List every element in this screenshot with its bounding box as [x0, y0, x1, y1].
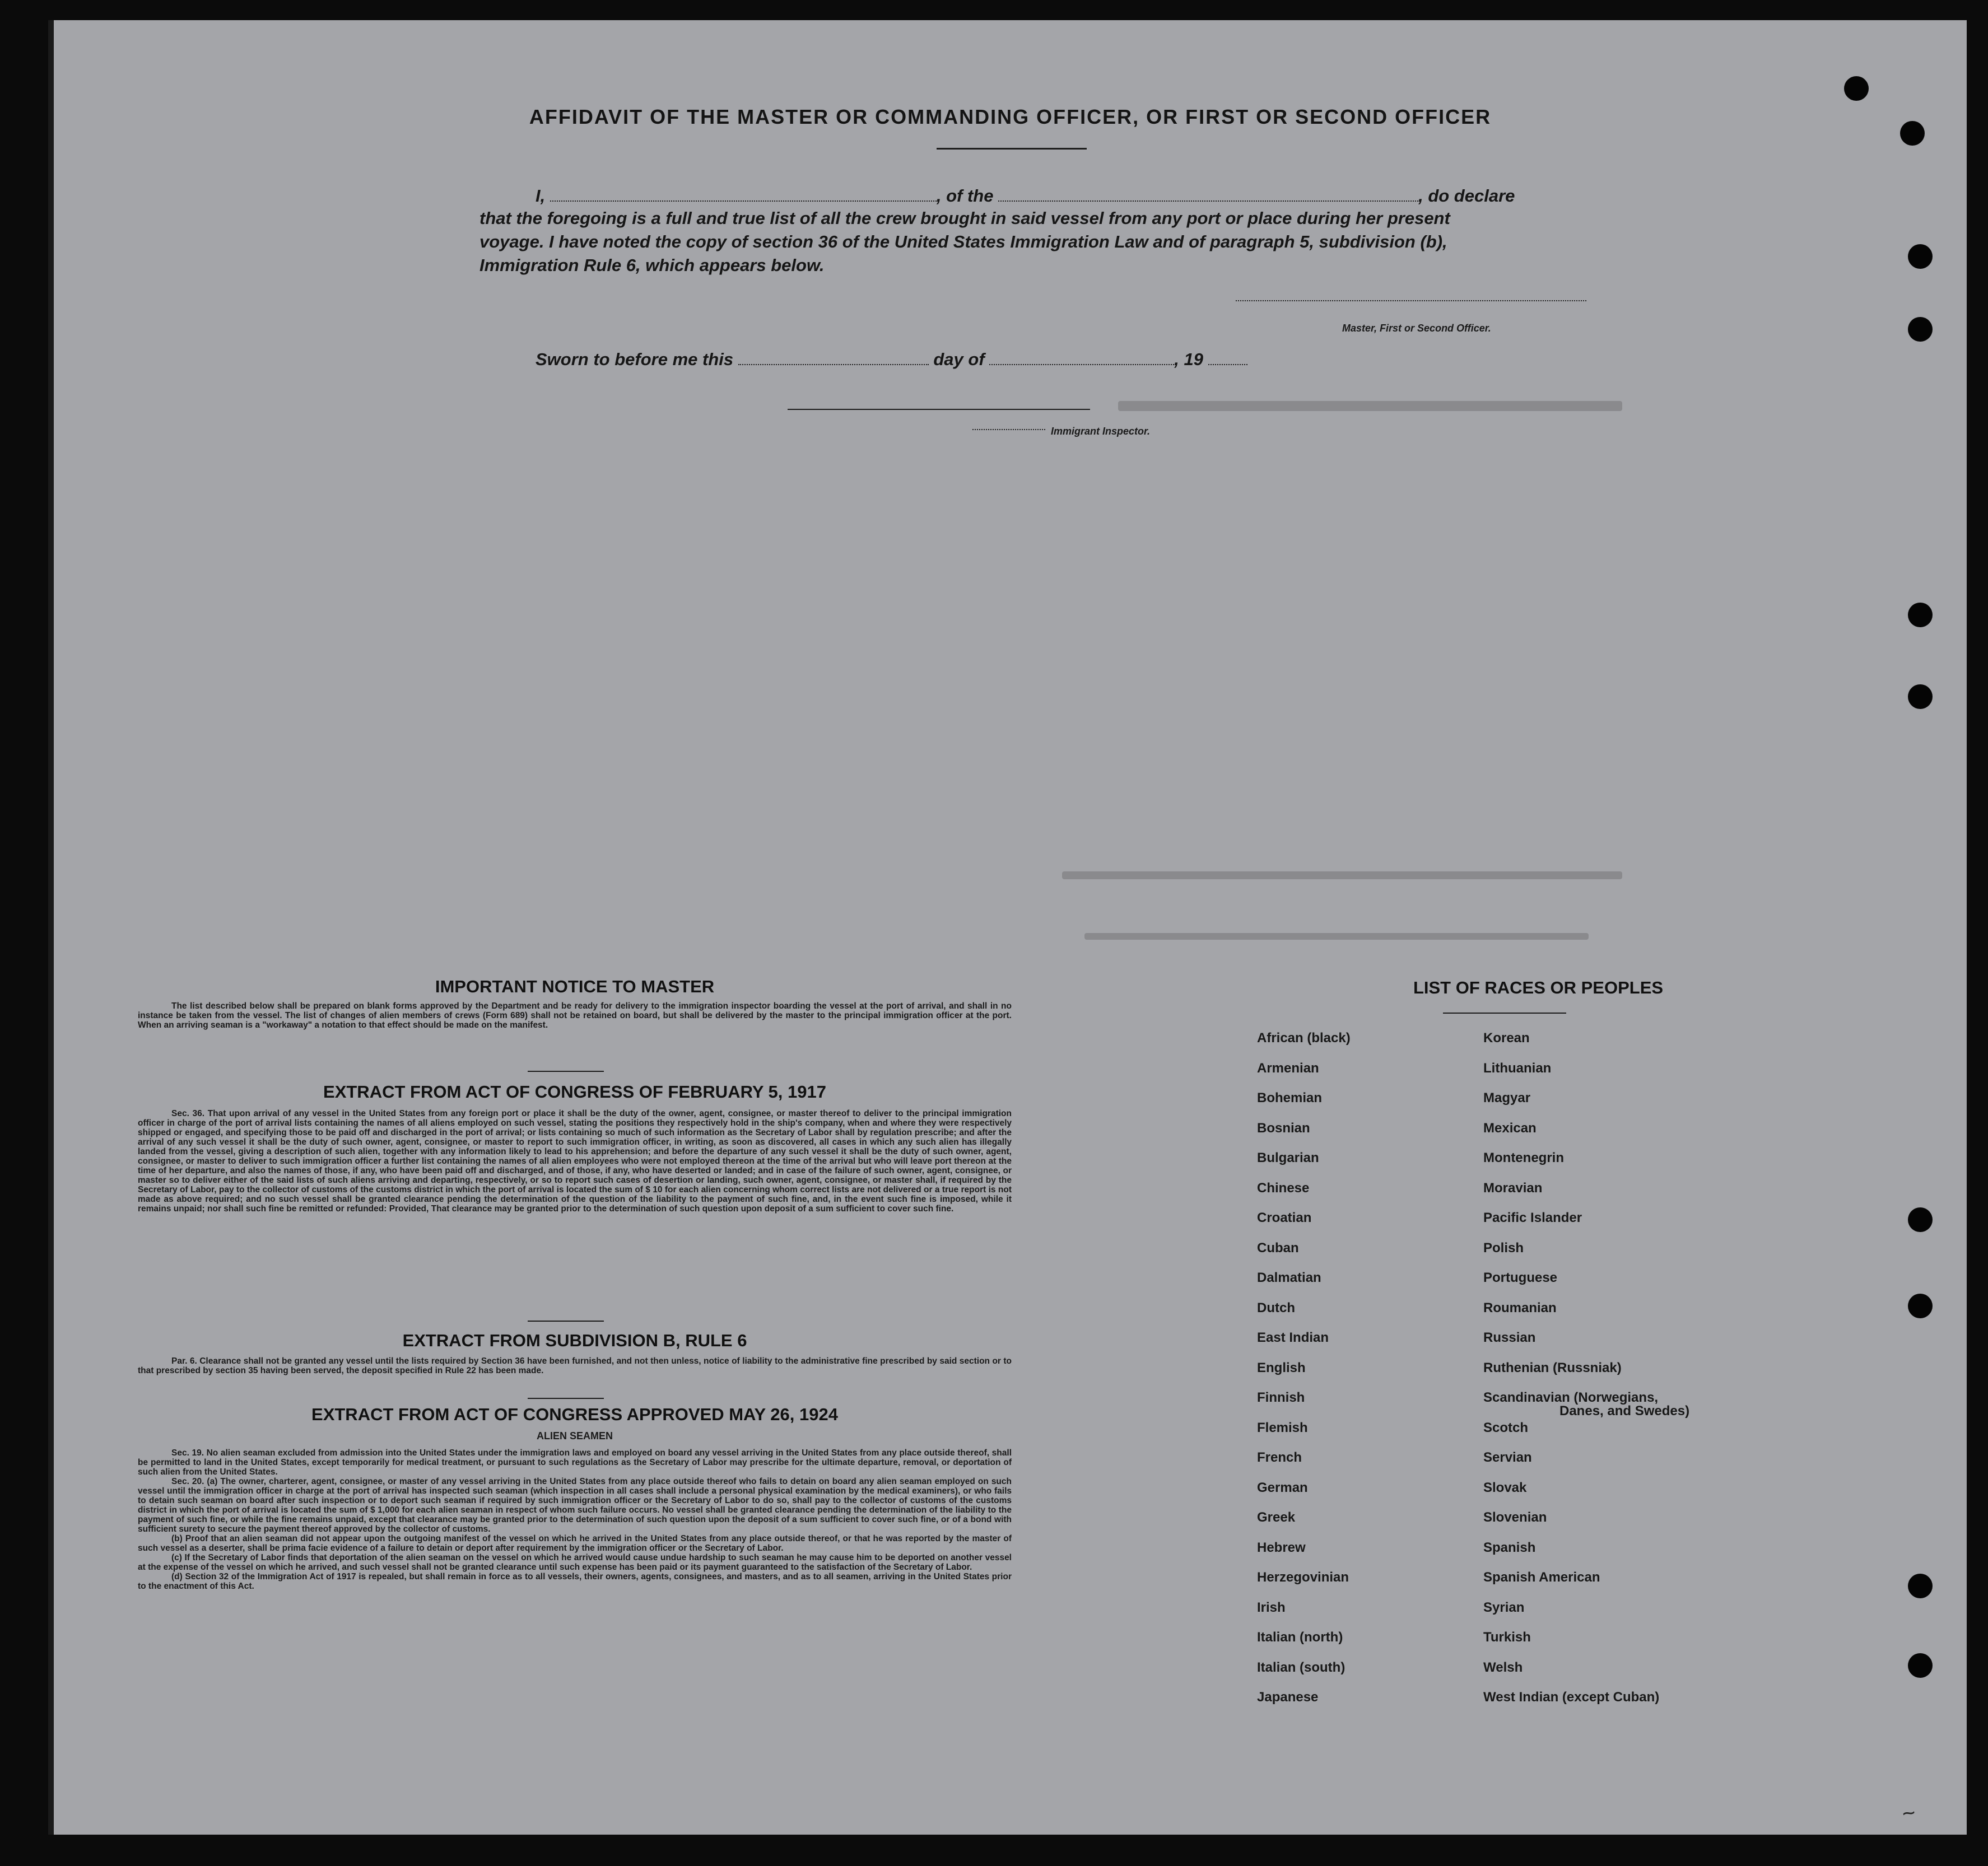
- race-item: Greek: [1257, 1510, 1296, 1525]
- races-title: LIST OF RACES OR PEOPLES: [1413, 978, 1664, 997]
- inspector-signature-field[interactable]: [788, 409, 1090, 410]
- form-sheet: [48, 20, 1967, 1835]
- race-item: Dutch: [1257, 1300, 1295, 1315]
- race-item: Magyar: [1483, 1090, 1531, 1105]
- extract-rule6-divider: [528, 1398, 604, 1399]
- race-item: Moravian: [1483, 1180, 1543, 1196]
- affidavit-of-the: , of the: [936, 186, 994, 206]
- race-item: Roumanian: [1483, 1300, 1557, 1315]
- affidavit-i: I,: [536, 186, 546, 206]
- race-item: East Indian: [1257, 1330, 1329, 1345]
- race-item: Armenian: [1257, 1060, 1319, 1076]
- title-underline: [937, 148, 1087, 150]
- race-item: Finnish: [1257, 1390, 1305, 1405]
- punch-hole-icon: [1908, 1294, 1933, 1318]
- race-item: Scotch: [1483, 1420, 1529, 1435]
- race-item: Pacific Islander: [1483, 1210, 1582, 1225]
- affidavit-line-3: voyage. I have noted the copy of section 36 of the United States Immigration Law and of paragraph 5, subdivision (b),: [479, 232, 1447, 251]
- sworn-day-field[interactable]: [738, 351, 929, 365]
- extract-1924-sec20b: (b) Proof that an alien seaman did not appear upon the outgoing manifest of the vessel on which he arrived in the United States from any place outside thereof, or that he was reported by the master of such vessel as a deserter, shall be prima facie evidence of a failure to detain or deport after requirement by the immigration officer or the Secretary of Labor.: [138, 1534, 1012, 1553]
- race-item: Montenegrin: [1483, 1150, 1564, 1165]
- extract-1924-body: [138, 1448, 1012, 1591]
- punch-hole-icon: [1844, 76, 1869, 101]
- race-item: Japanese: [1257, 1690, 1319, 1705]
- race-item: African (black): [1257, 1030, 1351, 1046]
- race-item: Polish: [1483, 1240, 1524, 1256]
- races-underline: [1443, 1013, 1566, 1014]
- race-item: Italian (south): [1257, 1659, 1345, 1675]
- sworn-day-of: day of: [933, 349, 985, 369]
- affidavit-declaration-line: [536, 186, 1589, 206]
- punch-hole-icon: [1908, 684, 1933, 709]
- race-item: Bohemian: [1257, 1090, 1323, 1105]
- race-item: Bosnian: [1257, 1120, 1310, 1136]
- master-label: Master, First or Second Officer.: [1342, 323, 1491, 334]
- extract-1924-sec19: Sec. 19. No alien seaman excluded from admission into the United States under the immigration laws and employed on board any vessel arriving in the United States from any place outside thereof, shall be permitted to land in the United States, except temporarily for medical treatment, or pursuant to such regulations as the Secretary of Labor may prescribe for the ultimate departure, removal, or deportation of such alien from the United States.: [138, 1448, 1012, 1477]
- punch-hole-icon: [1908, 603, 1933, 627]
- race-item: Spanish: [1483, 1540, 1536, 1555]
- race-item: Ruthenian (Russniak): [1483, 1360, 1622, 1375]
- race-item: Lithuanian: [1483, 1060, 1552, 1076]
- affidavit-line-2: that the foregoing is a full and true list of all the crew brought in said vessel from any port or place during her present: [479, 208, 1450, 228]
- extract-1924-subtitle: ALIEN SEAMEN: [536, 1430, 613, 1442]
- race-item: Mexican: [1483, 1120, 1537, 1136]
- name-field[interactable]: [550, 187, 937, 202]
- punch-hole-icon: [1908, 1653, 1933, 1678]
- master-signature-field[interactable]: [1236, 300, 1586, 301]
- affidavit-line-4: Immigration Rule 6, which appears below.: [479, 255, 825, 275]
- race-item-scandinavian-line2: Danes, and Swedes): [1559, 1403, 1690, 1419]
- inspector-label: Immigrant Inspector.: [1051, 426, 1151, 437]
- sworn-year-field[interactable]: [1208, 351, 1247, 365]
- vessel-field[interactable]: [998, 187, 1418, 202]
- extract-1917-text: Sec. 36. That upon arrival of any vessel in the United States from any foreign port or place it shall be the duty of the owner, agent, consignee, or master thereof to deliver to the principal immigration officer in charge of the port of arrival lists containing the names of all aliens employed on such vessel, stating the positions they respectively hold in the ship's company, when and where they were respectively shipped or engaged, and specifying those to be paid off and discharged in the port of arrival; or lists containing so much of such information as the Secretary of Labor shall by regulation prescribe; and after the arrival of any such vessel it shall be the duty of such owner, agent, consignee, or master to report to such immigration officer, in writing, as soon as discovered, all cases in which any such alien has illegally landed from the vessel, giving a description of such alien, together with any information likely to lead to his apprehension; and before the departure of any such vessel it shall be the duty of such owner, agent, consignee, or master to deliver to such immigration officer a further list containing the names of all alien employees who were not employed thereon at the time of the arrival but who will leave port thereon at the time of her departure, and also the names of those, if any, who have been paid off and discharged, and of those, if any, who have deserted or landed; and in case of the failure of such owner, agent, consignee, or master so to deliver either of the said lists of such aliens arriving and departing, respectively, or so to report such cases of desertion or landing, such owner, agent, consignee, or master shall, if required by the Secretary of Labor, pay to the collector of customs of the customs district in which the port of arrival is located the sum of $ 10 for each alien concerning whom correct lists are not delivered or a true report is not made as above required; and no such vessel shall be granted clearance pending the determination of the question of the liability to the payment of such fine, and, in the event such fine is imposed, while it remains unpaid; nor shall such fine be remitted or refunded: Provided, That clearance may be granted prior to the determination of such question upon deposit of a sum sufficient to cover such fine.: [138, 1109, 1012, 1214]
- race-item: Herzegovinian: [1257, 1570, 1349, 1585]
- race-item: Hebrew: [1257, 1540, 1306, 1555]
- race-item: Flemish: [1257, 1420, 1308, 1435]
- race-item: Scandinavian (Norwegians,: [1483, 1390, 1659, 1405]
- race-item: Servian: [1483, 1450, 1532, 1465]
- sworn-prefix: Sworn to before me this: [536, 349, 734, 369]
- notice-divider: [528, 1071, 604, 1072]
- race-item: Chinese: [1257, 1180, 1310, 1196]
- sworn-line: [536, 349, 1247, 370]
- notice-title: IMPORTANT NOTICE TO MASTER: [435, 977, 715, 996]
- race-item: Korean: [1483, 1030, 1530, 1046]
- affidavit-declare: , do declare: [1418, 186, 1515, 206]
- race-item: Irish: [1257, 1599, 1286, 1615]
- extract-rule6-title: EXTRACT FROM SUBDIVISION B, RULE 6: [402, 1331, 747, 1350]
- race-item: Welsh: [1483, 1659, 1523, 1675]
- race-item: Russian: [1483, 1330, 1536, 1345]
- extract-1924-sec20a: Sec. 20. (a) The owner, charterer, agent, consignee, or master of any vessel arriving in the United States from any place outside thereof who fails to detain on board any alien seaman employed on such vessel until the immigration officer in charge at the port of arrival has inspected such seaman (which inspection in all cases shall include a personal physical examination by the medical examiners), or who fails to detain such seaman on board after such inspection or to deport such seaman if required by such immigration officer or the Secretary of Labor to do so, shall pay to the collector of customs of the customs district in which the port of arrival is located the sum of $ 1,000 for each alien seaman in respect of whom such failure occurs. No vessel shall be granted clearance pending the determination of the liability to the payment of such fine, or while the fine remains unpaid, except that clearance may be granted prior to the determination of such question upon the deposit of a sum sufficient to cover such fine, or of a bond with sufficient surety to secure the payment thereof approved by the collector of customs.: [138, 1477, 1012, 1534]
- race-item: Cuban: [1257, 1240, 1299, 1256]
- punch-hole-icon: [1908, 244, 1933, 269]
- inspector-dotted-line: [972, 429, 1045, 430]
- race-item: Turkish: [1483, 1630, 1531, 1645]
- race-item: Dalmatian: [1257, 1270, 1321, 1285]
- race-item: English: [1257, 1360, 1306, 1375]
- race-item: Croatian: [1257, 1210, 1312, 1225]
- race-item: Italian (north): [1257, 1630, 1343, 1645]
- race-item: West Indian (except Cuban): [1483, 1690, 1660, 1705]
- affidavit-title: AFFIDAVIT OF THE MASTER OR COMMANDING OFFICER, OR FIRST OR SECOND OFFICER: [529, 105, 1492, 128]
- extract-rule6-text: Par. 6. Clearance shall not be granted any vessel until the lists required by Section 36 have been furnished, and not then unless, notice of liability to the administrative fine prescribed by said section or to that prescribed by section 35 having been served, the deposit specified in Rule 22 has been made.: [138, 1356, 1012, 1375]
- race-item: Portuguese: [1483, 1270, 1558, 1285]
- extract-1924-sec20c: (c) If the Secretary of Labor finds that deportation of the alien seaman on the vessel on which he arrived would cause undue hardship to such seaman he may cause him to be deported on another vessel at the expense of the vessel on which he arrived, and such vessel shall not be granted clearance until such expense has been paid or its payment guaranteed to the satisfaction of the Secretary of Labor.: [138, 1553, 1012, 1572]
- extract-1917-divider: [528, 1321, 604, 1322]
- race-item: Slovak: [1483, 1480, 1527, 1495]
- extract-1924-title: EXTRACT FROM ACT OF CONGRESS APPROVED MAY 26, 1924: [311, 1405, 838, 1424]
- sworn-year: , 19: [1174, 349, 1203, 369]
- punch-hole-icon: [1908, 1207, 1933, 1232]
- race-item: Spanish American: [1483, 1570, 1600, 1585]
- race-item: Bulgarian: [1257, 1150, 1319, 1165]
- punch-hole-icon: [1908, 317, 1933, 342]
- race-item: Syrian: [1483, 1599, 1525, 1615]
- race-item: French: [1257, 1450, 1302, 1465]
- corner-mark: ~: [1900, 1800, 1917, 1827]
- race-item: Slovenian: [1483, 1510, 1547, 1525]
- punch-hole-icon: [1908, 1574, 1933, 1598]
- race-item: German: [1257, 1480, 1308, 1495]
- sworn-month-field[interactable]: [989, 351, 1174, 365]
- extract-1924-sec20d: (d) Section 32 of the Immigration Act of 1917 is repealed, but shall remain in force as to all vessels, their owners, agents, consignees, and masters, and as to all seamen, arriving in the United States prior to the enactment of this Act.: [138, 1572, 1012, 1591]
- extract-1917-title: EXTRACT FROM ACT OF CONGRESS OF FEBRUARY 5, 1917: [323, 1082, 826, 1102]
- notice-text: The list described below shall be prepared on blank forms approved by the Department and be ready for delivery to the immigration inspector boarding the vessel at the port of arrival, and shall in no instance be taken from the vessel. The list of changes of alien members of crews (Form 689) shall not be retained on board, but shall be delivered by the master to the principal immigration officer at the port. When an arriving seaman is a "workaway" a notation to that effect should be made on the manifest.: [138, 1001, 1012, 1030]
